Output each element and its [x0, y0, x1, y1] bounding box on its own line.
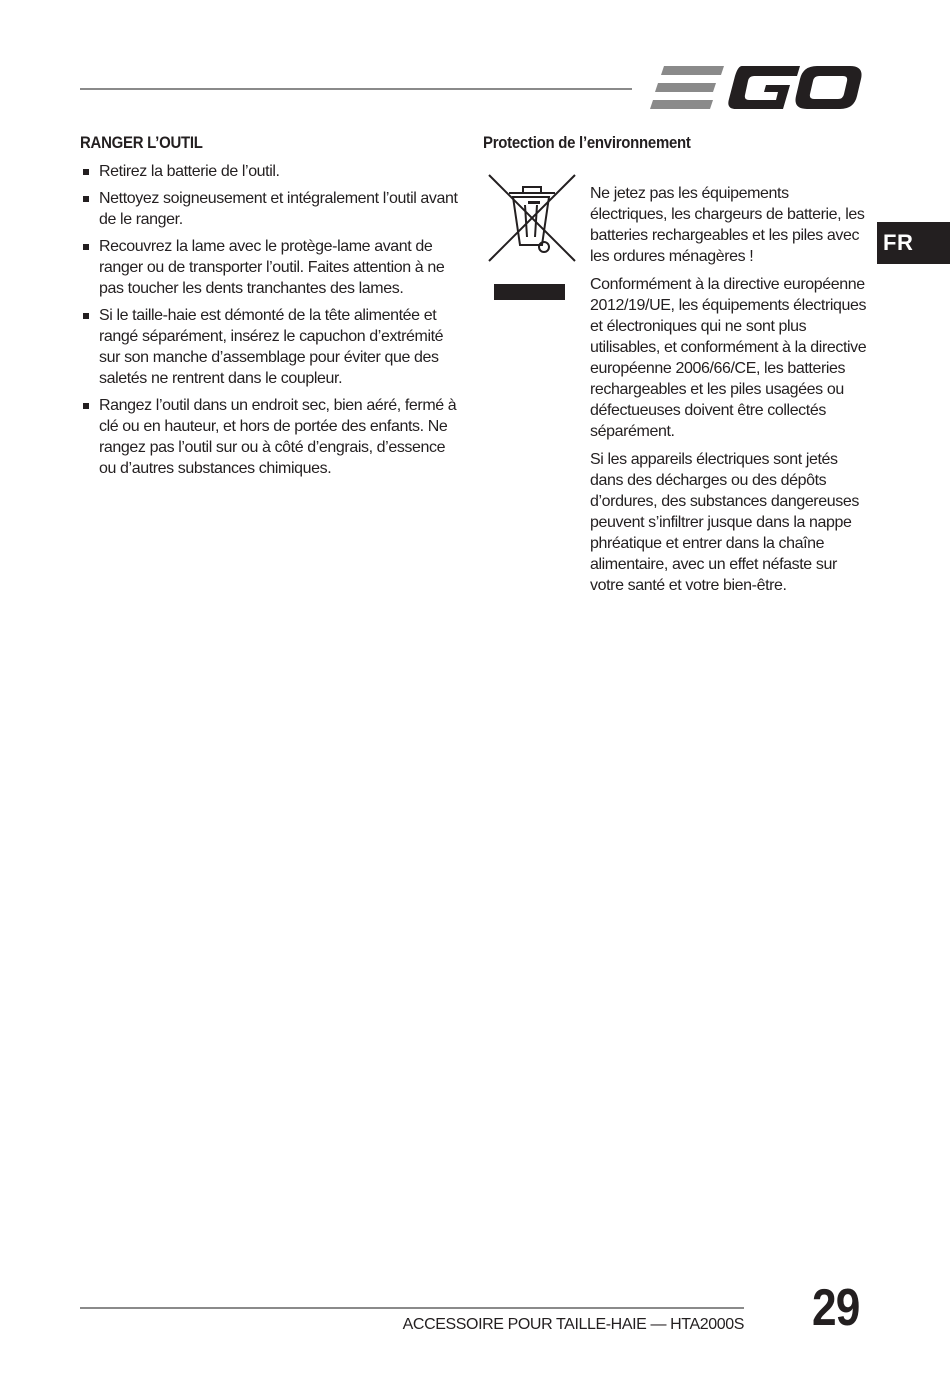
bullet-icon	[83, 403, 89, 409]
bullet-icon	[83, 196, 89, 202]
ego-logo	[650, 62, 862, 114]
list-item: Recouvrez la lame avec le protège-lame avant de ranger ou de transporter l’outil. Faites attention à ne pas toucher les dents tranchantes des lames.	[80, 236, 465, 299]
storage-list	[80, 161, 465, 479]
environment-paragraph: Ne jetez pas les équipements électriques, les chargeurs de batterie, les batteries rechargeables et les piles avec les ordures ménagères !	[590, 185, 865, 265]
list-item: Rangez l’outil dans un endroit sec, bien aéré, fermé à clé ou en hauteur, et hors de portée des enfants. Ne rangez pas l’outil sur ou à côté d’engrais, d’essence ou d’autres substances chimiques.	[80, 395, 465, 479]
list-item: Nettoyez soigneusement et intégralement l’outil avant de le ranger.	[80, 188, 465, 230]
header-rule	[80, 88, 632, 90]
storage-title: RANGER L’OUTIL	[80, 133, 203, 152]
footer-product-title: ACCESSOIRE POUR TAILLE-HAIE — HTA2000S	[402, 1316, 744, 1333]
list-item: Si le taille-haie est démonté de la tête alimentée et rangé séparément, insérez le capuchon d’extrémité sur son manche d’assemblage pour éviter que des saletés ne rentrent dans le coupleur.	[80, 305, 465, 389]
environment-title: Protection de l’environnement	[483, 133, 691, 152]
bullet-icon	[83, 244, 89, 250]
page-number: 29	[812, 1279, 860, 1337]
weee-bar	[494, 284, 565, 300]
footer-rule	[80, 1307, 744, 1309]
language-tab: FR	[877, 222, 950, 264]
crossed-out-wheelie-bin-icon	[487, 173, 577, 263]
storage-section	[80, 133, 465, 485]
bullet-icon	[83, 313, 89, 319]
environment-paragraph: Conformément à la directive européenne 2012/19/UE, les équipements électriques et électroniques qui ne sont plus utilisables, et conformément à la directive européenne 2006/66/CE, les batteries rechargeables et les piles usagées ou défectueuses doivent être collectés séparément.	[590, 276, 867, 440]
bullet-icon	[83, 169, 89, 175]
environment-paragraph: Si les appareils électriques sont jetés dans des décharges ou des dépôts d’ordures, des substances dangereuses peuvent s’infiltrer jusque dans la nappe phréatique et entrer dans la chaîne alimentaire, avec un effet néfaste sur votre santé et votre bien-être.	[590, 451, 859, 594]
environment-text	[590, 183, 868, 596]
environment-section	[483, 133, 868, 603]
list-item: Retirez la batterie de l’outil.	[80, 161, 465, 182]
